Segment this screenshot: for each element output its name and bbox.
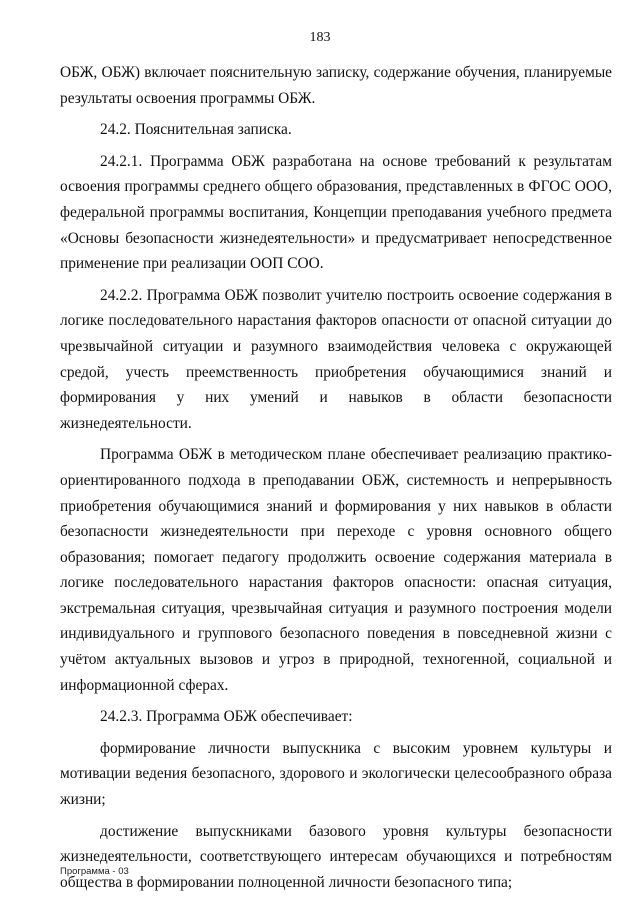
heading-24-2-3: 24.2.3. Программа ОБЖ обеспечивает: [100, 708, 353, 726]
paragraph-methodology: Программа ОБЖ в методическом плане обеспечивает реализацию практико-ориентированного подхода в преподавании ОБЖ, системность и непрерывность приобретения обучающимися знаний и формирования у них навыков в области безопасности жизнедеятельности при переходе с уровня основного общего образования; помогает педагогу продолжить освоение содержания материала в логике последовательного нарастания факторов опасности: опасная ситуация, экстремальная ситуация, чрезвычайная ситуация и разумного построения модели индивидуального и группового безопасного поведения в повседневной жизни с учётом актуальных вызовов и угроз в природной, техногенной, социальной и информационной сферах. [60, 446, 612, 694]
paragraph-24-2-2: 24.2.2. Программа ОБЖ позволит учителю построить освоение содержания в логике последовательного нарастания факторов опасности от опасной ситуации до чрезвычайной ситуации и разумного взаимодействия человека с окружающей средой, учесть преемственность приобретения обучающимися знаний и формирования у них умений и навыков в области безопасности жизнедеятельности. [60, 286, 612, 432]
footer-label: Программа - 03 [60, 866, 129, 877]
page-number: 183 [309, 30, 331, 45]
body-text [60, 60, 612, 901]
paragraph-24-2-1: 24.2.1. Программа ОБЖ разработана на основе требований к результатам освоения программы среднего общего образования, представленных в ФГОС ООО, федеральной программы воспитания, Концепции преподавания учебного предмета «Основы безопасности жизнедеятельности» и предусматривает непосредственное применение при реализации ООП СОО. [60, 152, 612, 273]
paragraph-intro: ОБЖ, ОБЖ) включает пояснительную записку, содержание обучения, планируемые результаты освоения программы ОБЖ. [60, 64, 612, 107]
list-item-personality: формирование личности выпускника с высоким уровнем культуры и мотивации ведения безопасного, здорового и экологически целесообразного образа жизни; [60, 739, 612, 809]
heading-24-2: 24.2. Пояснительная записка. [100, 121, 292, 139]
list-item-achievement: достижение выпускниками базового уровня культуры безопасности жизнедеятельности, соответствующего интересам обучающихся и потребностям общества в формировании полноценной личности безопасного типа; [60, 822, 612, 891]
